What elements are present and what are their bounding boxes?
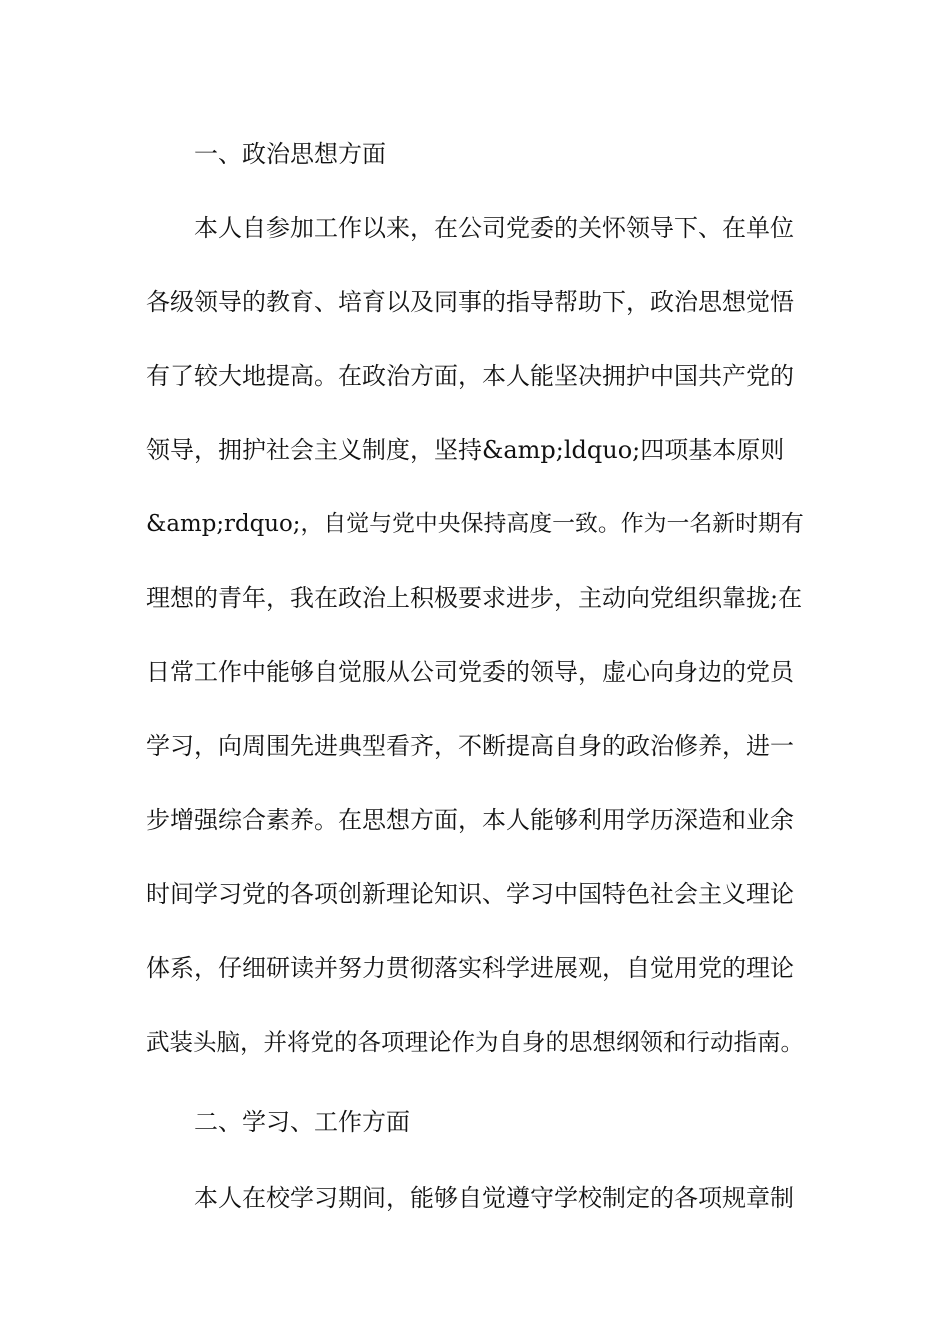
paragraph-line: 步增强综合素养。在思想方面，本人能够利用学历深造和业余 [146, 806, 794, 834]
section-heading-study-work: 二、学习、工作方面 [194, 1108, 410, 1136]
paragraph-line: 日常工作中能够自觉服从公司党委的领导，虚心向身边的党员 [146, 658, 794, 686]
paragraph-line: 学习，向周围先进典型看齐，不断提高自身的政治修养，进一 [146, 732, 794, 760]
paragraph-line: 本人自参加工作以来，在公司党委的关怀领导下、在单位 [194, 214, 794, 242]
paragraph-line: 本人在校学习期间，能够自觉遵守学校制定的各项规章制 [194, 1184, 794, 1212]
paragraph-line: 时间学习党的各项创新理论知识、学习中国特色社会主义理论 [146, 880, 794, 908]
paragraph-line: 体系，仔细研读并努力贯彻落实科学进展观，自觉用党的理论 [146, 954, 794, 982]
paragraph-line: &amp;rdquo;，自觉与党中央保持高度一致。作为一名新时期有 [146, 511, 804, 537]
paragraph-line: 理想的青年，我在政治上积极要求进步，主动向党组织靠拢;在 [146, 584, 803, 612]
paragraph-line: 武装头脑，并将党的各项理论作为自身的思想纲领和行动指南。 [146, 1028, 804, 1056]
section-heading-political: 一、政治思想方面 [194, 140, 386, 168]
paragraph-line: 领导，拥护社会主义制度，坚持&amp;ldquo;四项基本原则 [146, 436, 785, 464]
paragraph-line: 各级领导的教育、培育以及同事的指导帮助下，政治思想觉悟 [146, 288, 794, 316]
paragraph-line: 有了较大地提高。在政治方面，本人能坚决拥护中国共产党的 [146, 362, 794, 390]
